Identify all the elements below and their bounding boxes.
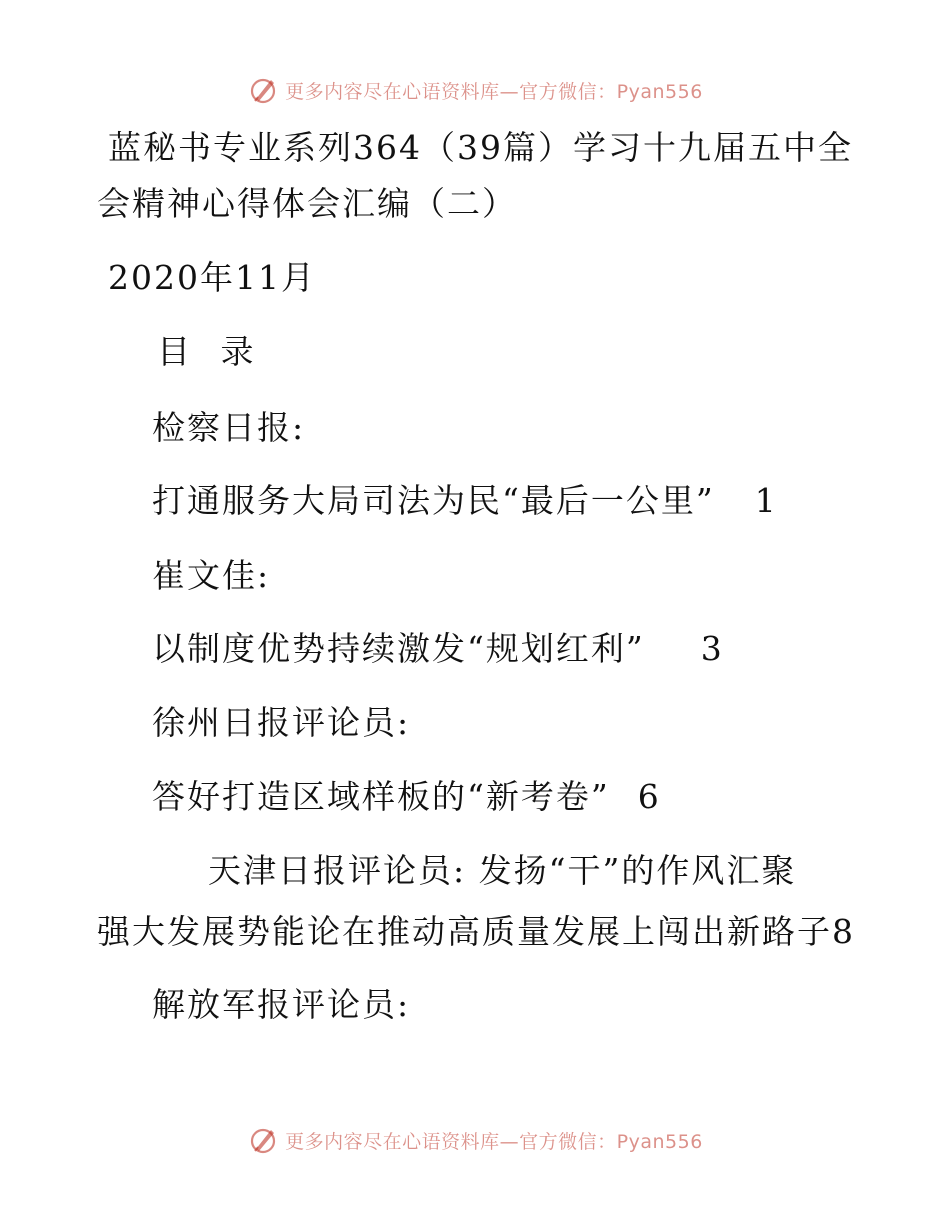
quill-pen-logo-icon	[247, 74, 279, 106]
toc-page-number: 6	[637, 777, 661, 816]
watermark-text: 更多内容尽在心语资料库—官方微信：Pyan556	[285, 80, 703, 103]
toc-entry-title: 强大发展势能论在推动高质量发展上闯出新路子	[97, 912, 832, 951]
toc-entry4-line2[interactable]	[97, 912, 855, 952]
toc-entry4-line1[interactable]: 天津日报评论员: 发扬“干”的作风汇聚	[208, 851, 797, 890]
document-title-line1: 蓝秘书专业系列364（39篇）学习十九届五中全	[108, 128, 853, 167]
toc-entry-item[interactable]	[152, 629, 724, 669]
document-title-line2: 会精神心得体会汇编（二）	[97, 184, 517, 223]
toc-entry-title: 以制度优势持续激发“规划红利”	[152, 629, 645, 668]
toc-source: 检察日报:	[152, 408, 306, 447]
toc-source: 徐州日报评论员:	[152, 703, 411, 742]
footer-watermark	[0, 1120, 950, 1160]
toc-source: 解放军报评论员:	[152, 985, 411, 1024]
toc-entry-title: 打通服务大局司法为民“最后一公里”	[152, 481, 715, 520]
watermark-text: 更多内容尽在心语资料库—官方微信：Pyan556	[285, 1130, 703, 1153]
toc-entry-item[interactable]	[152, 777, 661, 817]
toc-page-number: 1	[754, 481, 778, 520]
toc-source: 崔文佳:	[152, 556, 271, 595]
quill-pen-logo-icon	[247, 1124, 279, 1156]
toc-page-number: 8	[832, 912, 855, 951]
toc-heading: 目 录	[157, 332, 264, 371]
toc-page-number: 3	[700, 629, 724, 668]
toc-entry-title: 答好打造区域样板的“新考卷”	[152, 777, 610, 816]
document-date: 2020年11月	[108, 258, 316, 297]
header-watermark	[0, 70, 950, 110]
toc-entry-item[interactable]	[152, 481, 778, 521]
